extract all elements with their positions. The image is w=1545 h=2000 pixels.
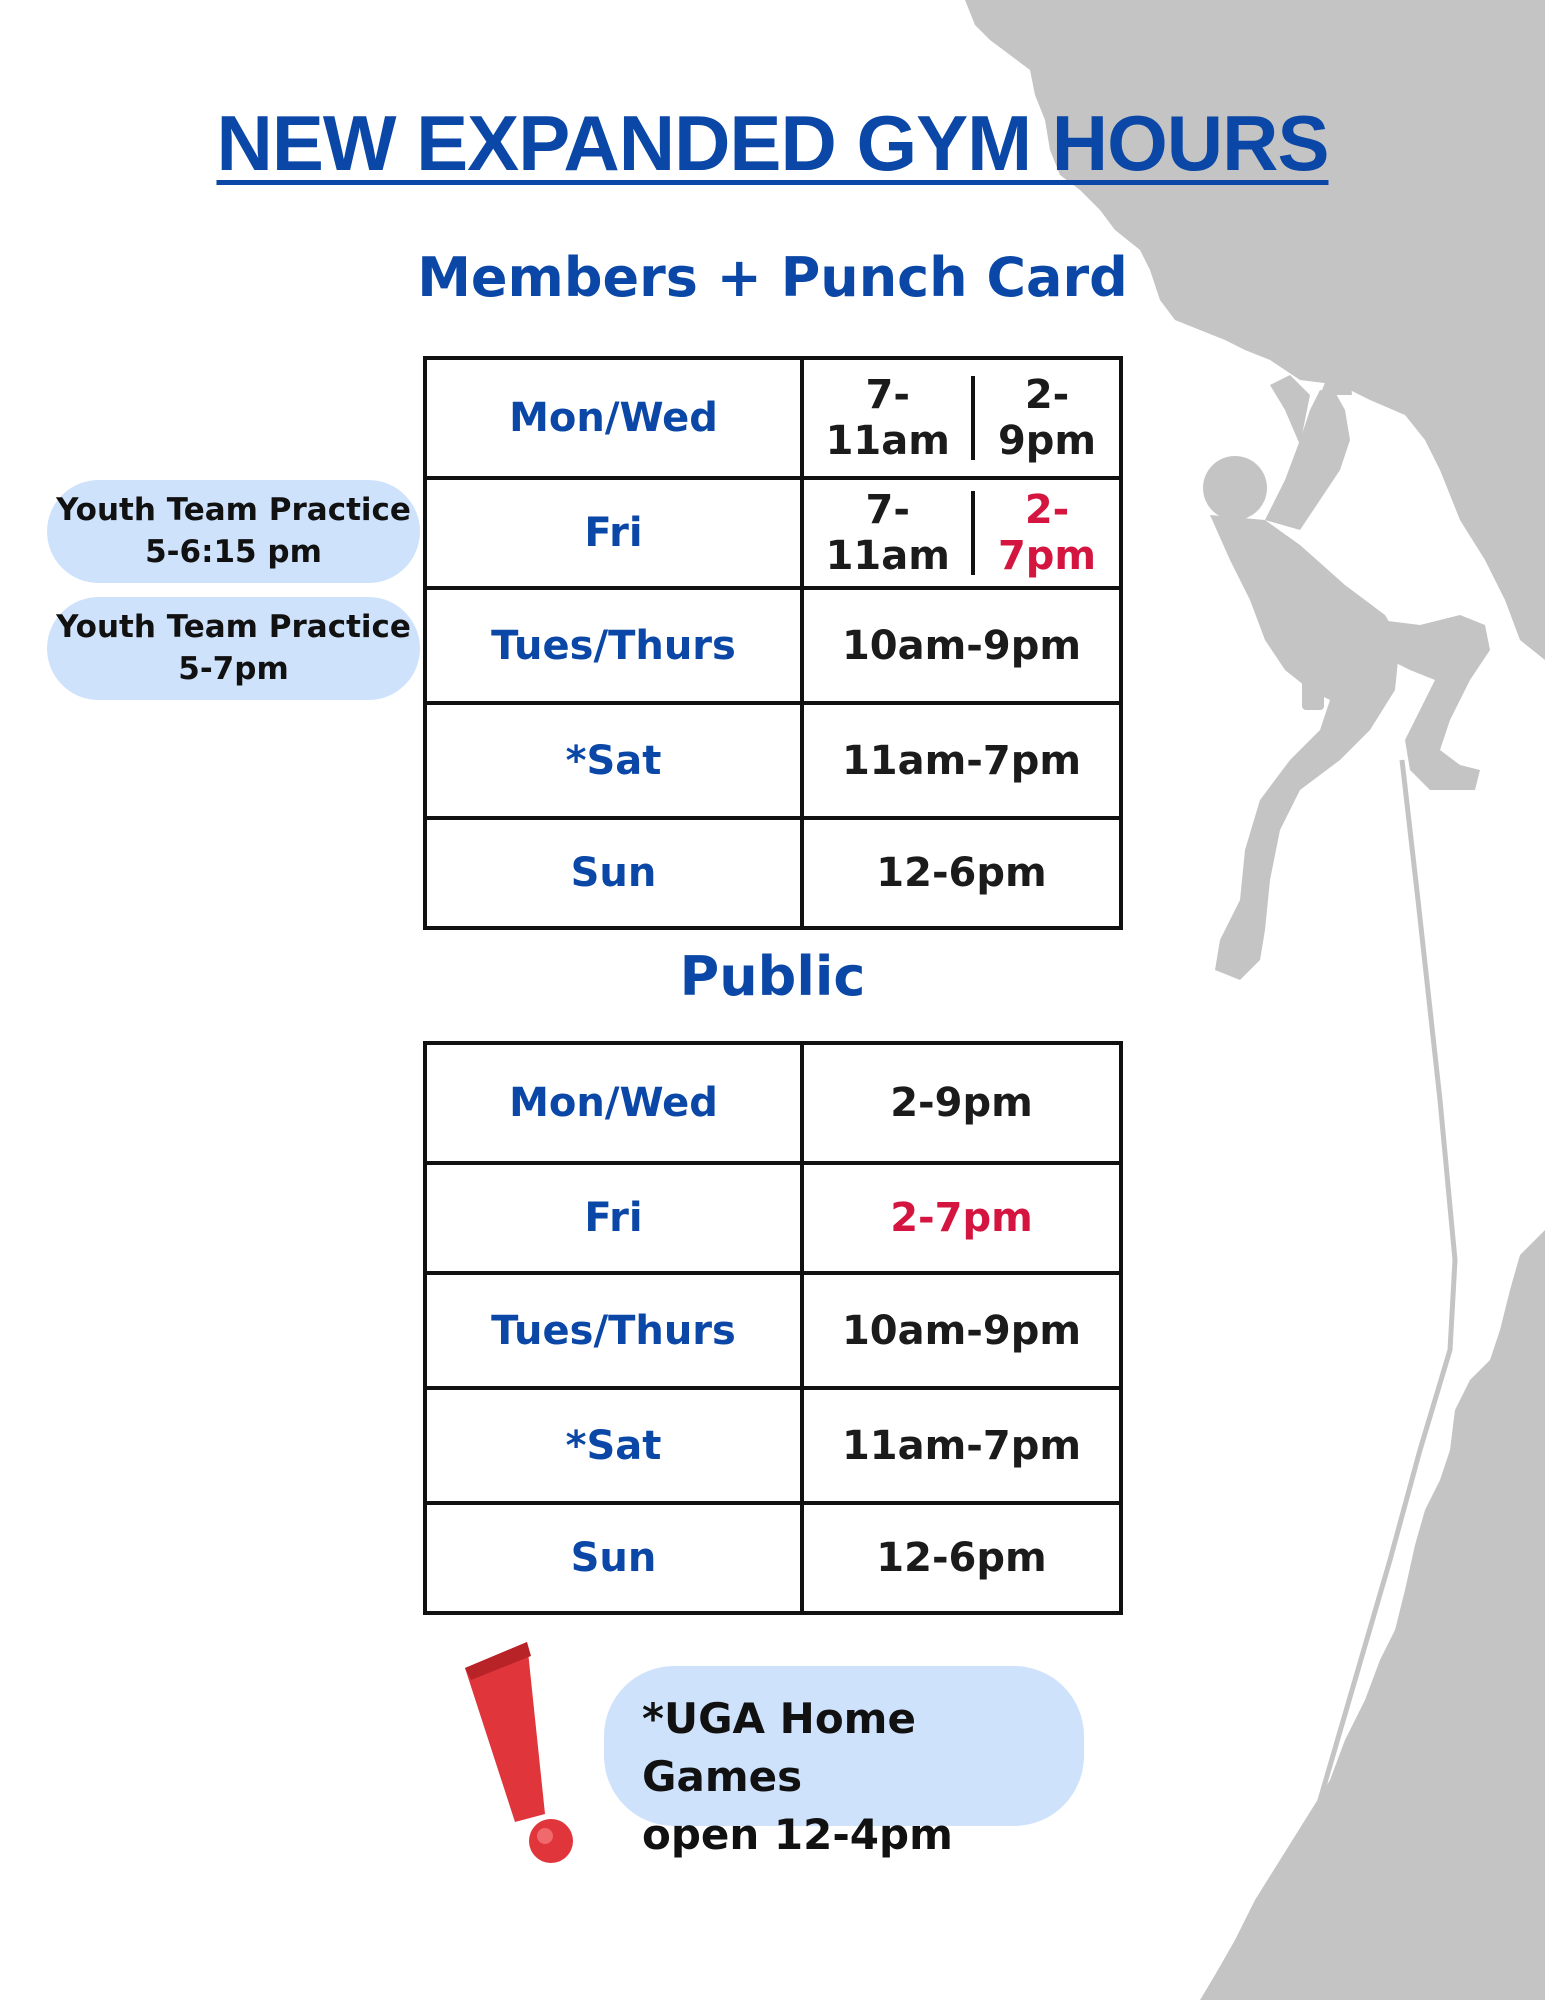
public-hours-table — [423, 1041, 1123, 1615]
members-hours-table — [423, 356, 1123, 930]
members-heading: Members + Punch Card — [417, 246, 1128, 309]
table-row — [425, 588, 1121, 703]
public-heading: Public — [679, 945, 866, 1008]
members-time-mon-wed — [802, 358, 1121, 478]
youth-practice-note-tues-thurs — [47, 597, 420, 700]
public-day-sat: *Sat — [425, 1388, 802, 1503]
youth-practice-label: Youth Team Practice — [56, 609, 411, 645]
members-time-mon-wed-early: 7-11am — [825, 372, 950, 464]
table-row — [425, 703, 1121, 818]
table-row — [425, 358, 1121, 478]
table-row — [425, 1273, 1121, 1388]
public-time-sat: 11am-7pm — [802, 1388, 1121, 1503]
public-time-fri: 2-7pm — [802, 1163, 1121, 1273]
members-time-fri — [802, 478, 1121, 588]
public-time-tues-thurs: 10am-9pm — [802, 1273, 1121, 1388]
public-day-tues-thurs: Tues/Thurs — [425, 1273, 802, 1388]
members-time-mon-wed-late: 2-9pm — [997, 372, 1097, 464]
members-time-sat: 11am-7pm — [802, 703, 1121, 818]
members-time-fri-late: 2-7pm — [997, 487, 1097, 579]
table-row — [425, 1163, 1121, 1273]
table-row — [425, 1503, 1121, 1613]
youth-practice-time: 5-7pm — [178, 651, 289, 687]
uga-note-line1: *UGA Home Games — [642, 1694, 916, 1801]
members-time-sun: 12-6pm — [802, 818, 1121, 928]
table-row — [425, 1043, 1121, 1163]
public-time-mon-wed: 2-9pm — [802, 1043, 1121, 1163]
public-day-sun: Sun — [425, 1503, 802, 1613]
youth-practice-note-fri — [47, 480, 420, 583]
uga-note-line2: open 12-4pm — [642, 1810, 953, 1859]
youth-practice-label: Youth Team Practice — [56, 492, 411, 528]
table-row — [425, 478, 1121, 588]
uga-home-games-note — [604, 1666, 1084, 1859]
table-row — [425, 1388, 1121, 1503]
public-time-sun: 12-6pm — [802, 1503, 1121, 1613]
members-day-sat: *Sat — [425, 703, 802, 818]
members-day-fri: Fri — [425, 478, 802, 588]
exclamation-icon — [455, 1636, 585, 1866]
table-row — [425, 818, 1121, 928]
page-title: NEW EXPANDED GYM HOURS — [216, 99, 1329, 187]
members-day-mon-wed: Mon/Wed — [425, 358, 802, 478]
youth-practice-time: 5-6:15 pm — [145, 534, 322, 570]
members-time-fri-early: 7-11am — [825, 487, 950, 579]
members-time-tues-thurs: 10am-9pm — [802, 588, 1121, 703]
members-day-tues-thurs: Tues/Thurs — [425, 588, 802, 703]
members-day-sun: Sun — [425, 818, 802, 928]
public-day-fri: Fri — [425, 1163, 802, 1273]
public-day-mon-wed: Mon/Wed — [425, 1043, 802, 1163]
